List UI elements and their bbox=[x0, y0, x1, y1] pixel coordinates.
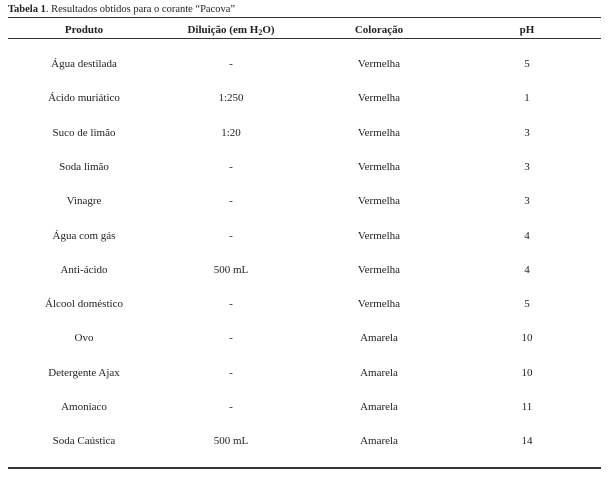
cell-produto: Detergente Ajax bbox=[48, 367, 120, 379]
cell-diluicao: - bbox=[229, 367, 233, 379]
cell-produto: Ovo bbox=[74, 332, 94, 344]
cell-ph: 4 bbox=[524, 264, 530, 276]
cell-ph: 10 bbox=[521, 367, 533, 379]
cell-diluicao: - bbox=[229, 298, 233, 310]
cell-ph: 5 bbox=[524, 58, 530, 70]
cell-coloracao: Vermelha bbox=[357, 298, 401, 310]
table-caption bbox=[8, 3, 235, 16]
header-produto: Produto bbox=[64, 24, 104, 36]
table-top-rule bbox=[8, 17, 601, 18]
cell-ph: 14 bbox=[521, 435, 533, 447]
table-header-rule bbox=[8, 38, 601, 39]
header-ph: pH bbox=[519, 24, 535, 36]
cell-coloracao: Vermelha bbox=[357, 195, 401, 207]
cell-coloracao: Vermelha bbox=[357, 92, 401, 104]
table-bottom-rule bbox=[8, 467, 601, 469]
header-coloracao: Coloração bbox=[354, 24, 404, 36]
cell-diluicao: 1:20 bbox=[221, 127, 241, 139]
cell-produto: Água com gás bbox=[52, 230, 116, 242]
cell-ph: 5 bbox=[524, 298, 530, 310]
cell-produto: Soda Caústica bbox=[52, 435, 116, 447]
cell-coloracao: Vermelha bbox=[357, 58, 401, 70]
cell-diluicao: 500 mL bbox=[213, 435, 249, 447]
cell-coloracao: Amarela bbox=[360, 435, 398, 447]
cell-coloracao: Vermelha bbox=[357, 161, 401, 173]
cell-diluicao: - bbox=[229, 401, 233, 413]
cell-produto: Vinagre bbox=[66, 195, 102, 207]
table-caption-text: . Resultados obtidos para o corante “Pacova” bbox=[45, 4, 236, 15]
cell-diluicao: - bbox=[229, 161, 233, 173]
cell-produto: Soda limão bbox=[59, 161, 109, 173]
table-caption-label: Tabela 1 bbox=[8, 4, 46, 15]
cell-coloracao: Vermelha bbox=[357, 230, 401, 242]
cell-diluicao: - bbox=[229, 230, 233, 242]
cell-ph: 3 bbox=[524, 161, 530, 173]
cell-diluicao: - bbox=[229, 332, 233, 344]
cell-coloracao: Amarela bbox=[360, 401, 398, 413]
header-diluicao-suffix: O) bbox=[262, 24, 275, 36]
header-diluicao bbox=[187, 23, 274, 37]
cell-coloracao: Amarela bbox=[360, 367, 398, 379]
cell-coloracao: Vermelha bbox=[357, 127, 401, 139]
cell-ph: 11 bbox=[521, 401, 533, 413]
cell-produto: Ácido muriático bbox=[48, 92, 120, 104]
cell-diluicao: 500 mL bbox=[213, 264, 249, 276]
header-diluicao-prefix: Diluição (em H bbox=[187, 24, 259, 36]
header-diluicao-subscript: 2 bbox=[258, 28, 263, 37]
cell-ph: 10 bbox=[521, 332, 533, 344]
cell-ph: 1 bbox=[524, 92, 530, 104]
cell-diluicao: - bbox=[229, 58, 233, 70]
cell-produto: Amoniaco bbox=[61, 401, 107, 413]
cell-produto: Água destilada bbox=[51, 58, 117, 70]
cell-diluicao: 1:250 bbox=[218, 92, 244, 104]
cell-produto: Suco de limão bbox=[52, 127, 116, 139]
cell-coloracao: Vermelha bbox=[357, 264, 401, 276]
cell-ph: 3 bbox=[524, 195, 530, 207]
cell-ph: 3 bbox=[524, 127, 530, 139]
cell-diluicao: - bbox=[229, 195, 233, 207]
cell-ph: 4 bbox=[524, 230, 530, 242]
cell-produto: Anti-ácido bbox=[60, 264, 108, 276]
cell-coloracao: Amarela bbox=[360, 332, 398, 344]
cell-produto: Álcool doméstico bbox=[45, 298, 123, 310]
